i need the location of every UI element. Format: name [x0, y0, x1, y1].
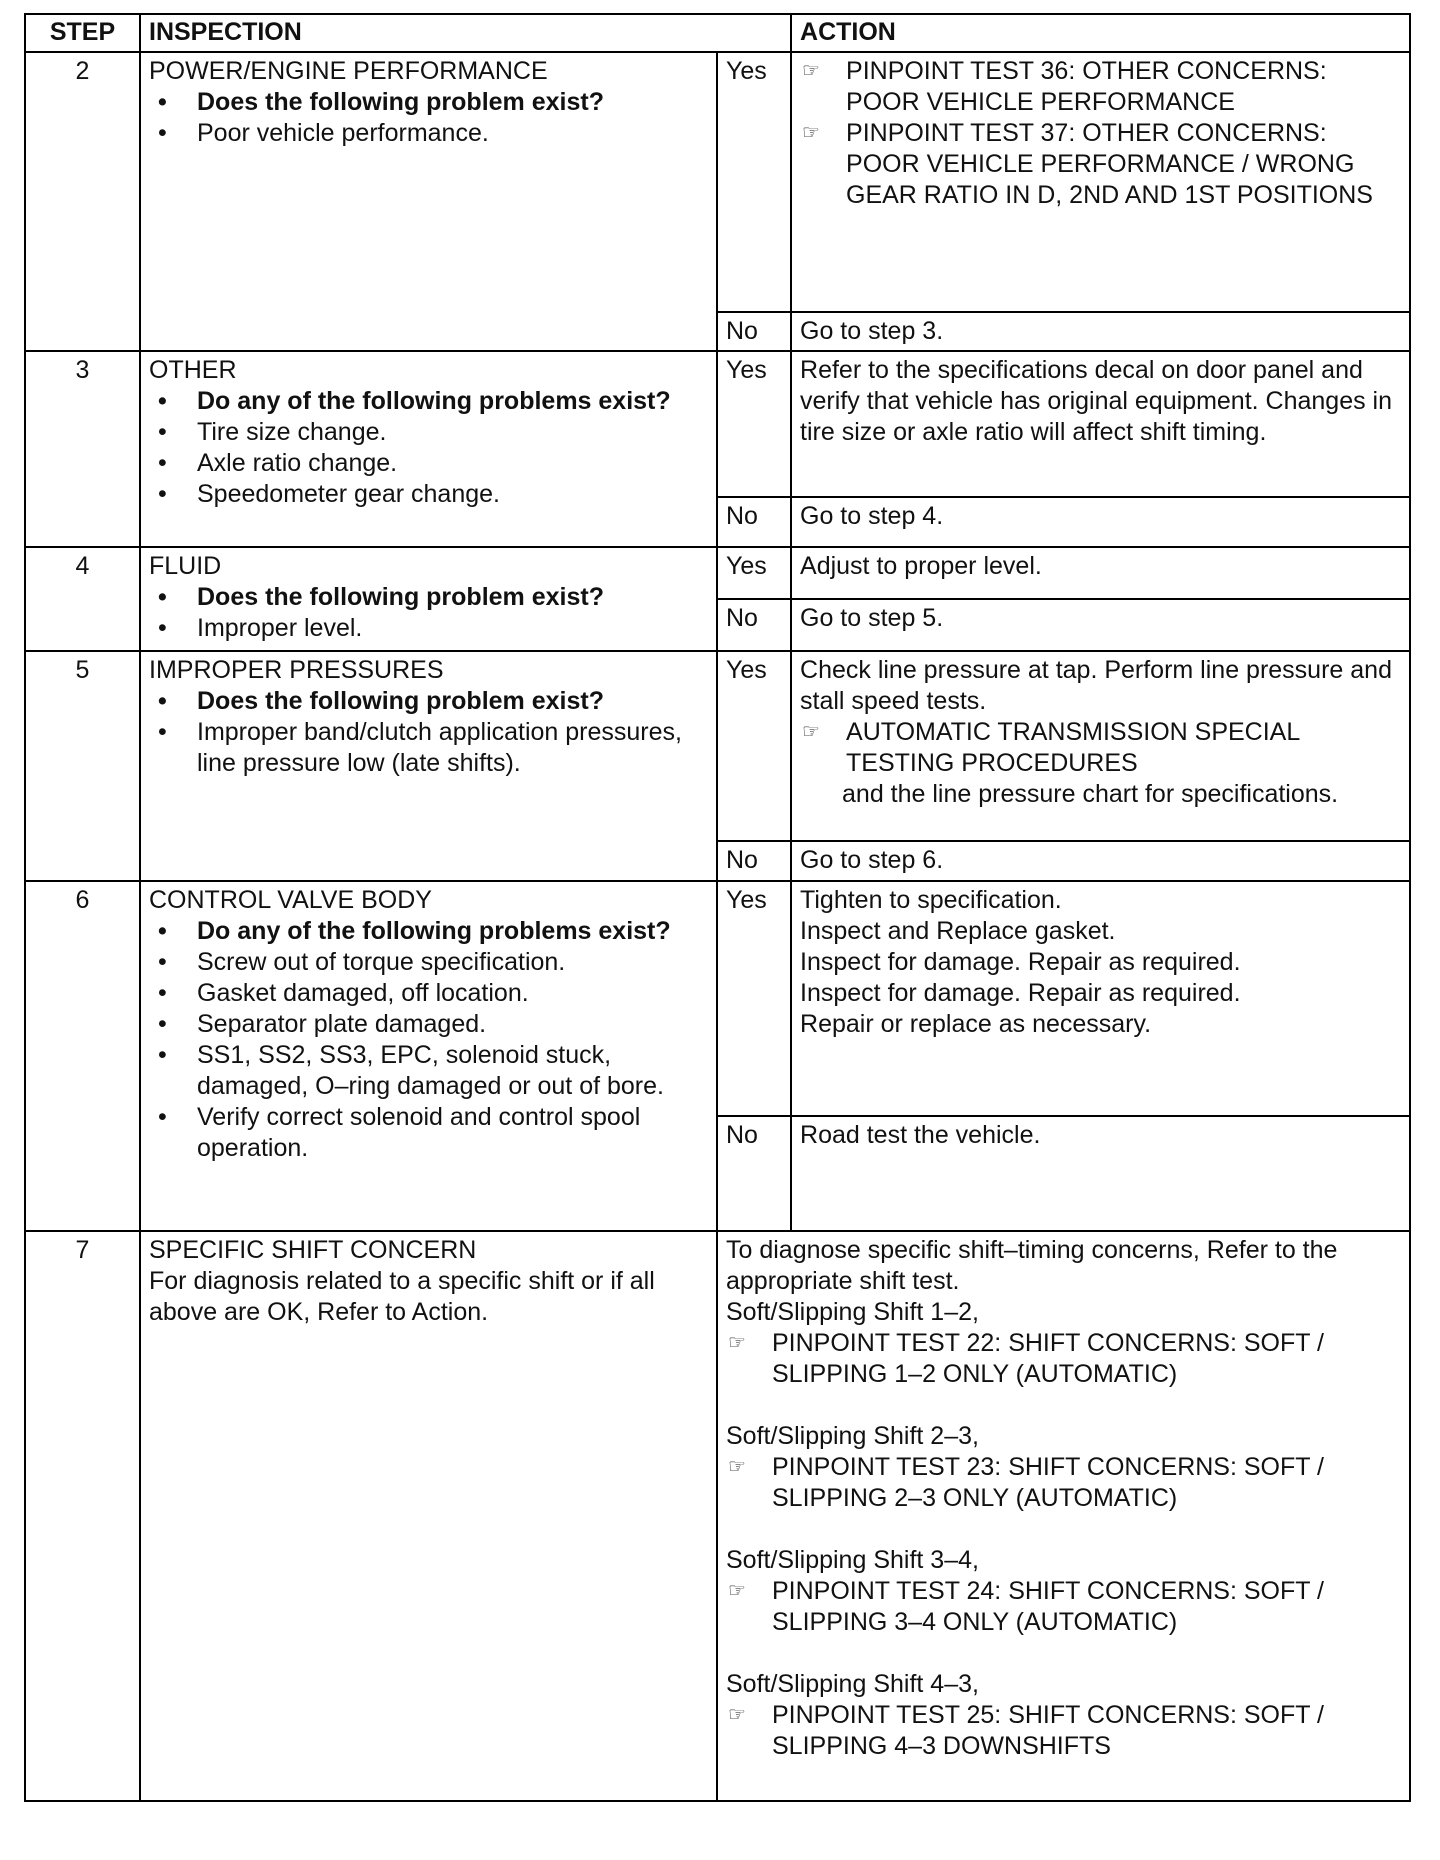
pointing-hand-icon: ☞	[728, 1580, 746, 1602]
no-action-cell: Go to step 4.	[791, 497, 1410, 547]
header-row	[25, 14, 1410, 52]
list-item: • Does the following problem exist?	[149, 87, 708, 118]
list-item: • Verify correct solenoid and control spool operation.	[149, 1102, 708, 1164]
pointing-hand-icon: ☞	[802, 122, 820, 144]
yes-action-cell: Adjust to proper level.	[791, 547, 1410, 599]
list-item: • Does the following problem exist?	[149, 582, 708, 613]
reference-text: PINPOINT TEST 37: OTHER CONCERNS: POOR VEHICLE PERFORMANCE / WRONG GEAR RATIO IN D, 2ND AND 1ST POSITIONS	[846, 119, 1373, 209]
inspection-title: IMPROPER PRESSURES	[149, 656, 444, 684]
inspection-cell	[140, 651, 717, 881]
no-label: No	[717, 312, 791, 351]
list-item: • Do any of the following problems exist?	[149, 916, 708, 947]
inspection-title: POWER/ENGINE PERFORMANCE	[149, 57, 548, 85]
action-line: Inspect and Replace gasket.	[800, 917, 1116, 945]
yes-action-cell	[791, 651, 1410, 841]
inspection-list	[149, 386, 708, 510]
no-label: No	[717, 1116, 791, 1231]
inspection-cell	[140, 881, 717, 1231]
yes-label: Yes	[717, 351, 791, 497]
no-action-cell: Go to step 5.	[791, 599, 1410, 651]
shift-label: Soft/Slipping Shift 4–3,	[726, 1670, 979, 1698]
inspection-list	[149, 686, 708, 779]
pointing-hand-icon: ☞	[802, 60, 820, 82]
step-number: 7	[25, 1231, 140, 1801]
inspection-title: FLUID	[149, 552, 222, 580]
inspection-cell	[140, 1231, 717, 1801]
table-row	[25, 351, 1410, 497]
list-item: • Improper band/clutch application pressures, line pressure low (late shifts).	[149, 717, 708, 779]
pointing-hand-icon: ☞	[728, 1332, 746, 1354]
list-item: • Improper level.	[149, 613, 708, 644]
no-label: No	[717, 599, 791, 651]
reference-link[interactable]	[726, 1576, 1401, 1638]
list-item: • Poor vehicle performance.	[149, 118, 708, 149]
reference-text: PINPOINT TEST 24: SHIFT CONCERNS: SOFT / SLIPPING 3–4 ONLY (AUTOMATIC)	[772, 1577, 1324, 1636]
inspection-title: SPECIFIC SHIFT CONCERN	[149, 1236, 477, 1264]
action-line: Inspect for damage. Repair as required.	[800, 948, 1241, 976]
list-item: • Speedometer gear change.	[149, 479, 708, 510]
reference-suffix: and the line pressure chart for specifications.	[842, 780, 1339, 808]
inspection-title: OTHER	[149, 356, 237, 384]
reference-link[interactable]	[800, 56, 1401, 118]
list-item: • Separator plate damaged.	[149, 1009, 708, 1040]
reference-text: PINPOINT TEST 25: SHIFT CONCERNS: SOFT / SLIPPING 4–3 DOWNSHIFTS	[772, 1701, 1324, 1760]
list-item: • SS1, SS2, SS3, EPC, solenoid stuck, damaged, O–ring damaged or out of bore.	[149, 1040, 708, 1102]
yes-label: Yes	[717, 651, 791, 841]
pointing-hand-icon: ☞	[728, 1456, 746, 1478]
reference-text: PINPOINT TEST 36: OTHER CONCERNS: POOR VEHICLE PERFORMANCE	[846, 57, 1327, 116]
list-item: • Axle ratio change.	[149, 448, 708, 479]
list-item: • Does the following problem exist?	[149, 686, 708, 717]
inspection-title: CONTROL VALVE BODY	[149, 886, 432, 914]
yes-action-cell	[791, 881, 1410, 1116]
action-text: Check line pressure at tap. Perform line pressure and stall speed tests.	[800, 656, 1392, 715]
step-number: 6	[25, 881, 140, 1231]
action-line: Inspect for damage. Repair as required.	[800, 979, 1241, 1007]
yes-action-cell: Refer to the specifications decal on door panel and verify that vehicle has original equipment. Changes in tire size or axle ratio will affect shift timing.	[791, 351, 1410, 497]
reference-link[interactable]	[726, 1328, 1401, 1390]
inspection-list	[149, 916, 708, 1164]
step-header: STEP	[25, 14, 140, 52]
no-label: No	[717, 497, 791, 547]
yes-label: Yes	[717, 881, 791, 1116]
shift-label: Soft/Slipping Shift 2–3,	[726, 1422, 979, 1450]
no-action-cell: Go to step 6.	[791, 841, 1410, 881]
reference-text: PINPOINT TEST 22: SHIFT CONCERNS: SOFT / SLIPPING 1–2 ONLY (AUTOMATIC)	[772, 1329, 1324, 1388]
yes-label: Yes	[717, 547, 791, 599]
inspection-cell	[140, 52, 717, 351]
step-number: 4	[25, 547, 140, 651]
reference-link[interactable]	[800, 118, 1401, 211]
reference-link[interactable]	[726, 1452, 1401, 1514]
shift-label: Soft/Slipping Shift 3–4,	[726, 1546, 979, 1574]
reference-text: PINPOINT TEST 23: SHIFT CONCERNS: SOFT / SLIPPING 2–3 ONLY (AUTOMATIC)	[772, 1453, 1324, 1512]
list-item: • Tire size change.	[149, 417, 708, 448]
diagnosis-table	[24, 13, 1411, 1802]
pointing-hand-icon: ☞	[802, 721, 820, 743]
yes-label: Yes	[717, 52, 791, 312]
inspection-list	[149, 582, 708, 644]
list-item: • Do any of the following problems exist?	[149, 386, 708, 417]
table-row	[25, 651, 1410, 841]
list-item: • Screw out of torque specification.	[149, 947, 708, 978]
inspection-header: INSPECTION	[140, 14, 791, 52]
no-action-cell: Road test the vehicle.	[791, 1116, 1410, 1231]
action-header: ACTION	[791, 14, 1410, 52]
pointing-hand-icon: ☞	[728, 1704, 746, 1726]
action-line: Repair or replace as necessary.	[800, 1010, 1152, 1038]
inspection-cell	[140, 547, 717, 651]
no-action-cell: Go to step 3.	[791, 312, 1410, 351]
action-intro: To diagnose specific shift–timing concerns, Refer to the appropriate shift test.	[726, 1236, 1338, 1295]
inspection-list	[149, 87, 708, 149]
step-number: 5	[25, 651, 140, 881]
inspection-description: For diagnosis related to a specific shift or if all above are OK, Refer to Action.	[149, 1267, 655, 1326]
table-row	[25, 1231, 1410, 1801]
table-row	[25, 881, 1410, 1116]
step-number: 2	[25, 52, 140, 351]
table-row	[25, 547, 1410, 599]
yes-action-cell	[791, 52, 1410, 312]
action-cell	[717, 1231, 1410, 1801]
inspection-cell	[140, 351, 717, 547]
shift-label: Soft/Slipping Shift 1–2,	[726, 1298, 979, 1326]
step-number: 3	[25, 351, 140, 547]
reference-link[interactable]	[800, 717, 1401, 779]
action-line: Tighten to specification.	[800, 886, 1062, 914]
list-item: • Gasket damaged, off location.	[149, 978, 708, 1009]
table-row	[25, 52, 1410, 312]
no-label: No	[717, 841, 791, 881]
reference-text: AUTOMATIC TRANSMISSION SPECIAL TESTING PROCEDURES	[846, 718, 1300, 777]
reference-link[interactable]	[726, 1700, 1401, 1762]
